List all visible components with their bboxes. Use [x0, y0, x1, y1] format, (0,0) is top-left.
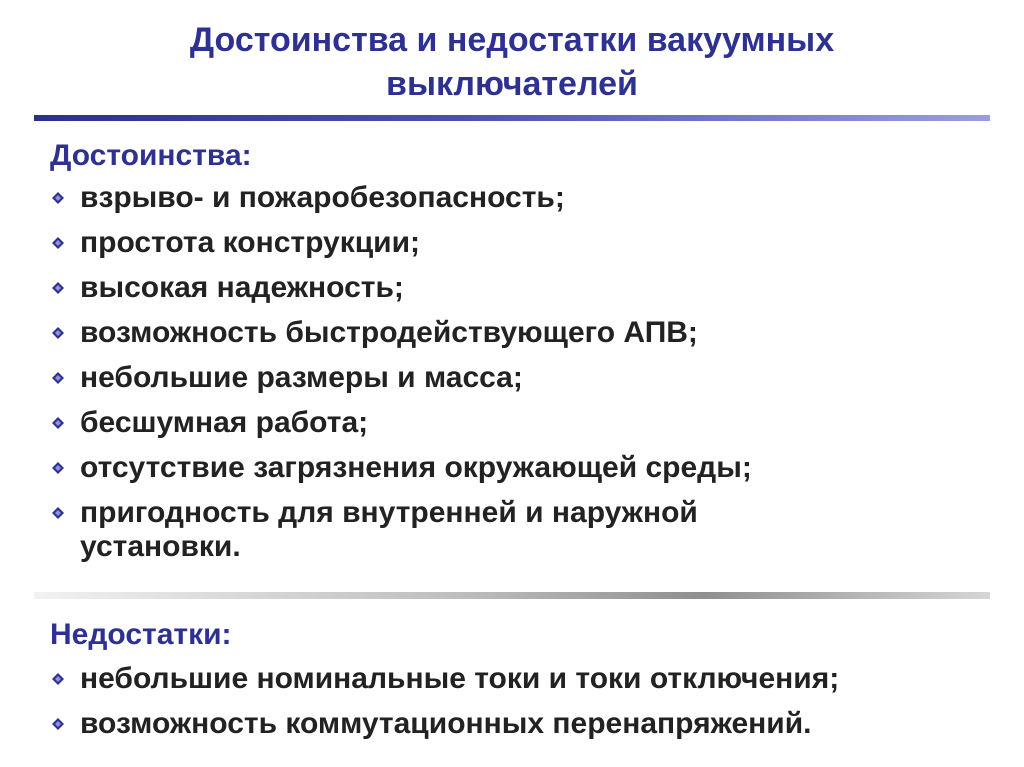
- list-item-text: простота конструкции;: [80, 226, 421, 259]
- list-item-text: небольшие номинальные токи и токи отключения;: [80, 662, 840, 695]
- list-item-text: возможность быстродействующего АПВ;: [80, 316, 698, 349]
- diamond-bullet-icon: [52, 462, 64, 474]
- diamond-bullet-icon: [52, 237, 64, 249]
- list-item: [48, 496, 820, 564]
- advantages-list: [48, 181, 980, 575]
- disadvantages-list: [48, 662, 980, 752]
- section-divider: [34, 592, 990, 599]
- list-item: [48, 707, 980, 741]
- list-item: [48, 181, 980, 215]
- diamond-bullet-icon: [52, 192, 64, 204]
- list-item: [48, 316, 980, 350]
- slide-title-line-2: выключателей: [386, 65, 638, 103]
- diamond-bullet-icon: [52, 718, 64, 730]
- slide-title: [0, 18, 1024, 106]
- title-divider: [34, 115, 990, 121]
- diamond-bullet-icon: [52, 282, 64, 294]
- diamond-bullet-icon: [52, 507, 64, 519]
- diamond-bullet-icon: [52, 417, 64, 429]
- list-item-text: возможность коммутационных перенапряжений.: [80, 707, 812, 740]
- list-item: [48, 451, 980, 485]
- advantages-heading: Достоинства:: [50, 139, 252, 172]
- list-item: [48, 271, 980, 305]
- list-item-text: пригодность для внутренней и наружной установки.: [80, 496, 698, 563]
- diamond-bullet-icon: [52, 327, 64, 339]
- list-item: [48, 662, 980, 696]
- disadvantages-heading: Недостатки:: [50, 618, 232, 651]
- list-item: [48, 406, 980, 440]
- list-item-text: отсутствие загрязнения окружающей среды;: [80, 451, 752, 484]
- diamond-bullet-icon: [52, 673, 64, 685]
- diamond-bullet-icon: [52, 372, 64, 384]
- list-item-text: бесшумная работа;: [80, 406, 369, 439]
- list-item-text: высокая надежность;: [80, 271, 404, 304]
- list-item-text: небольшие размеры и масса;: [80, 361, 523, 394]
- list-item-text: взрыво- и пожаробезопасность;: [80, 181, 565, 214]
- list-item: [48, 361, 980, 395]
- slide-title-line-1: Достоинства и недостатки вакуумных: [189, 21, 835, 59]
- list-item: [48, 226, 980, 260]
